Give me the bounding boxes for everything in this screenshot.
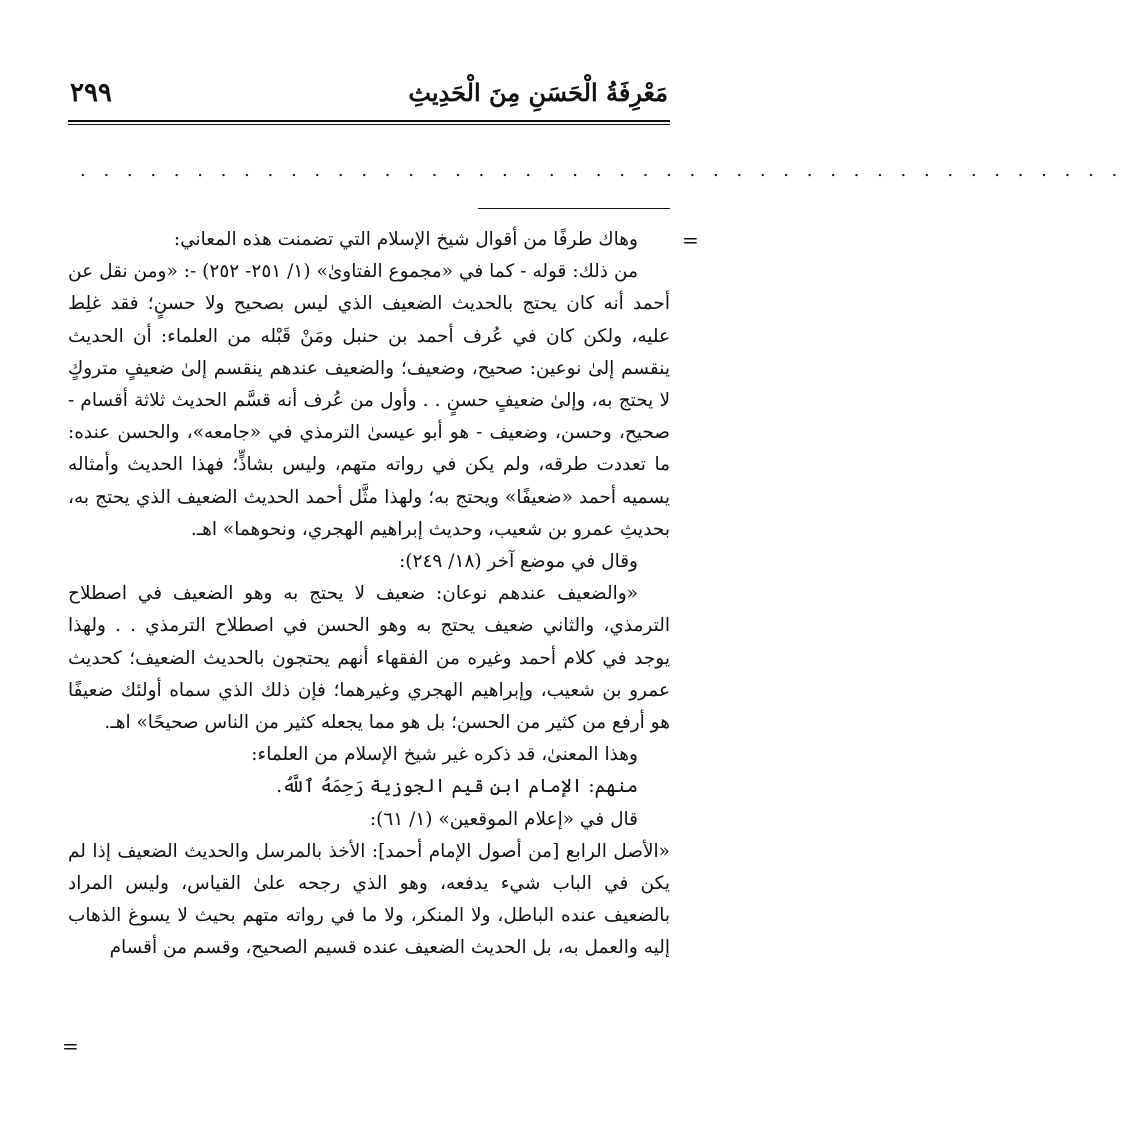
paragraph-another-place: وقال في موضع آخر (١٨/ ٢٤٩):: [399, 551, 638, 573]
paragraph-ibn-qayyim: منهم: الإمام ابن قيم الجوزية رَحِمَهُ ٱللَّهُ.: [276, 776, 638, 798]
paragraph-ilam-reference: قال في «إعلام الموقعين» (١/ ٦١):: [369, 808, 638, 830]
page-number: ٢٩٩: [70, 78, 112, 108]
paragraph-quote-two-types: «والضعيف عندهم نوعان: ضعيف لا يحتج به وهو الضعيف في اصطلاح الترمذي، والثاني ضعيف يحتج به وهو الحسن في اصطلاح الترمذي . . ولهذا يوجد في كلام أحمد وغيره من الفقهاء أنهم يحتجون بالحديث الضعيف؛ كحديث عمرو بن شعيب، وإبراهيم الهجري وغيرهما؛ فإن ذلك الذي سماه أولئك ضعيفًا هو أرفع من كثير من الحسن؛ بل هو مما يجعله كثير من الناس صحيحًا» اهـ.: [68, 583, 670, 734]
header-rule-thin: [68, 124, 670, 125]
continuation-mark-bottom: =: [62, 1034, 79, 1058]
header-rule-thick: [68, 120, 670, 122]
running-title: مَعْرِفَةُ الْحَسَنِ مِنَ الْحَدِيثِ: [408, 78, 668, 107]
paragraph-other-scholars: وهذا المعنىٰ، قد ذكره غير شيخ الإسلام من العلماء:: [251, 744, 638, 766]
paragraph-fourth-principle: «الأصل الرابع [من أصول الإمام أحمد]: الأخذ بالمرسل والحديث الضعيف إذا لم يكن في الباب شيء يدفعه، وهو الذي رجحه علىٰ القياس، وليس المراد بالضعيف عنده الباطل، ولا المنكر، ولا ما في رواته متهم بحيث لا يسوغ الذهاب إليه والعمل به، بل الحديث الضعيف عنده قسيم الصحيح، وقسم من أقسام: [68, 840, 670, 959]
footnote-rule: [478, 208, 670, 209]
continuation-mark-top: =: [682, 228, 699, 252]
footnote-text: [68, 224, 670, 965]
page-header: [70, 78, 668, 118]
dotted-separator: . . . . . . . . . . . . . . . . . . . . . . . . . . . . . . . . . . . . . . . . . . . . .: [80, 160, 1123, 181]
paragraph-quote-fatawa: من ذلك: قوله - كما في «مجموع الفتاوىٰ» (١/ ٢٥١- ٢٥٢) -: «ومن نقل عن أحمد أنه كان يحتج بالحديث الضعيف الذي ليس بصحيح ولا حسنٍ؛ فقد غلِط عليه، ولكن كان في عُرف أحمد بن حنبل ومَنْ قَبْله من العلماء: أن الحديث ينقسم إلىٰ نوعين: صحيح، وضعيف؛ والضعيف عندهم ينقسم إلىٰ ضعيفٍ متروكٍ لا يحتج به، وإلىٰ ضعيفٍ حسنٍ . . وأول من عُرف أنه قسَّم الحديث ثلاثة أقسام - صحيح، وحسن، وضعيف - هو أبو عيسىٰ الترمذي في «جامعه»، والحسن عنده: ما تعددت طرقه، ولم يكن في رواته متهم، وليس بشاذٍّ؛ فهذا الحديث وأمثاله يسميه أحمد «ضعيفًا» ويحتج به؛ ولهذا مثَّل أحمد الحديث الضعيف الذي يحتج به، بحديثِ عمرو بن شعيب، وحديث إبراهيم الهجري، ونحوهما» اهـ.: [68, 261, 670, 540]
paragraph-intro: وهاك طرفًا من أقوال شيخ الإسلام التي تضمنت هذه المعاني:: [173, 229, 638, 250]
